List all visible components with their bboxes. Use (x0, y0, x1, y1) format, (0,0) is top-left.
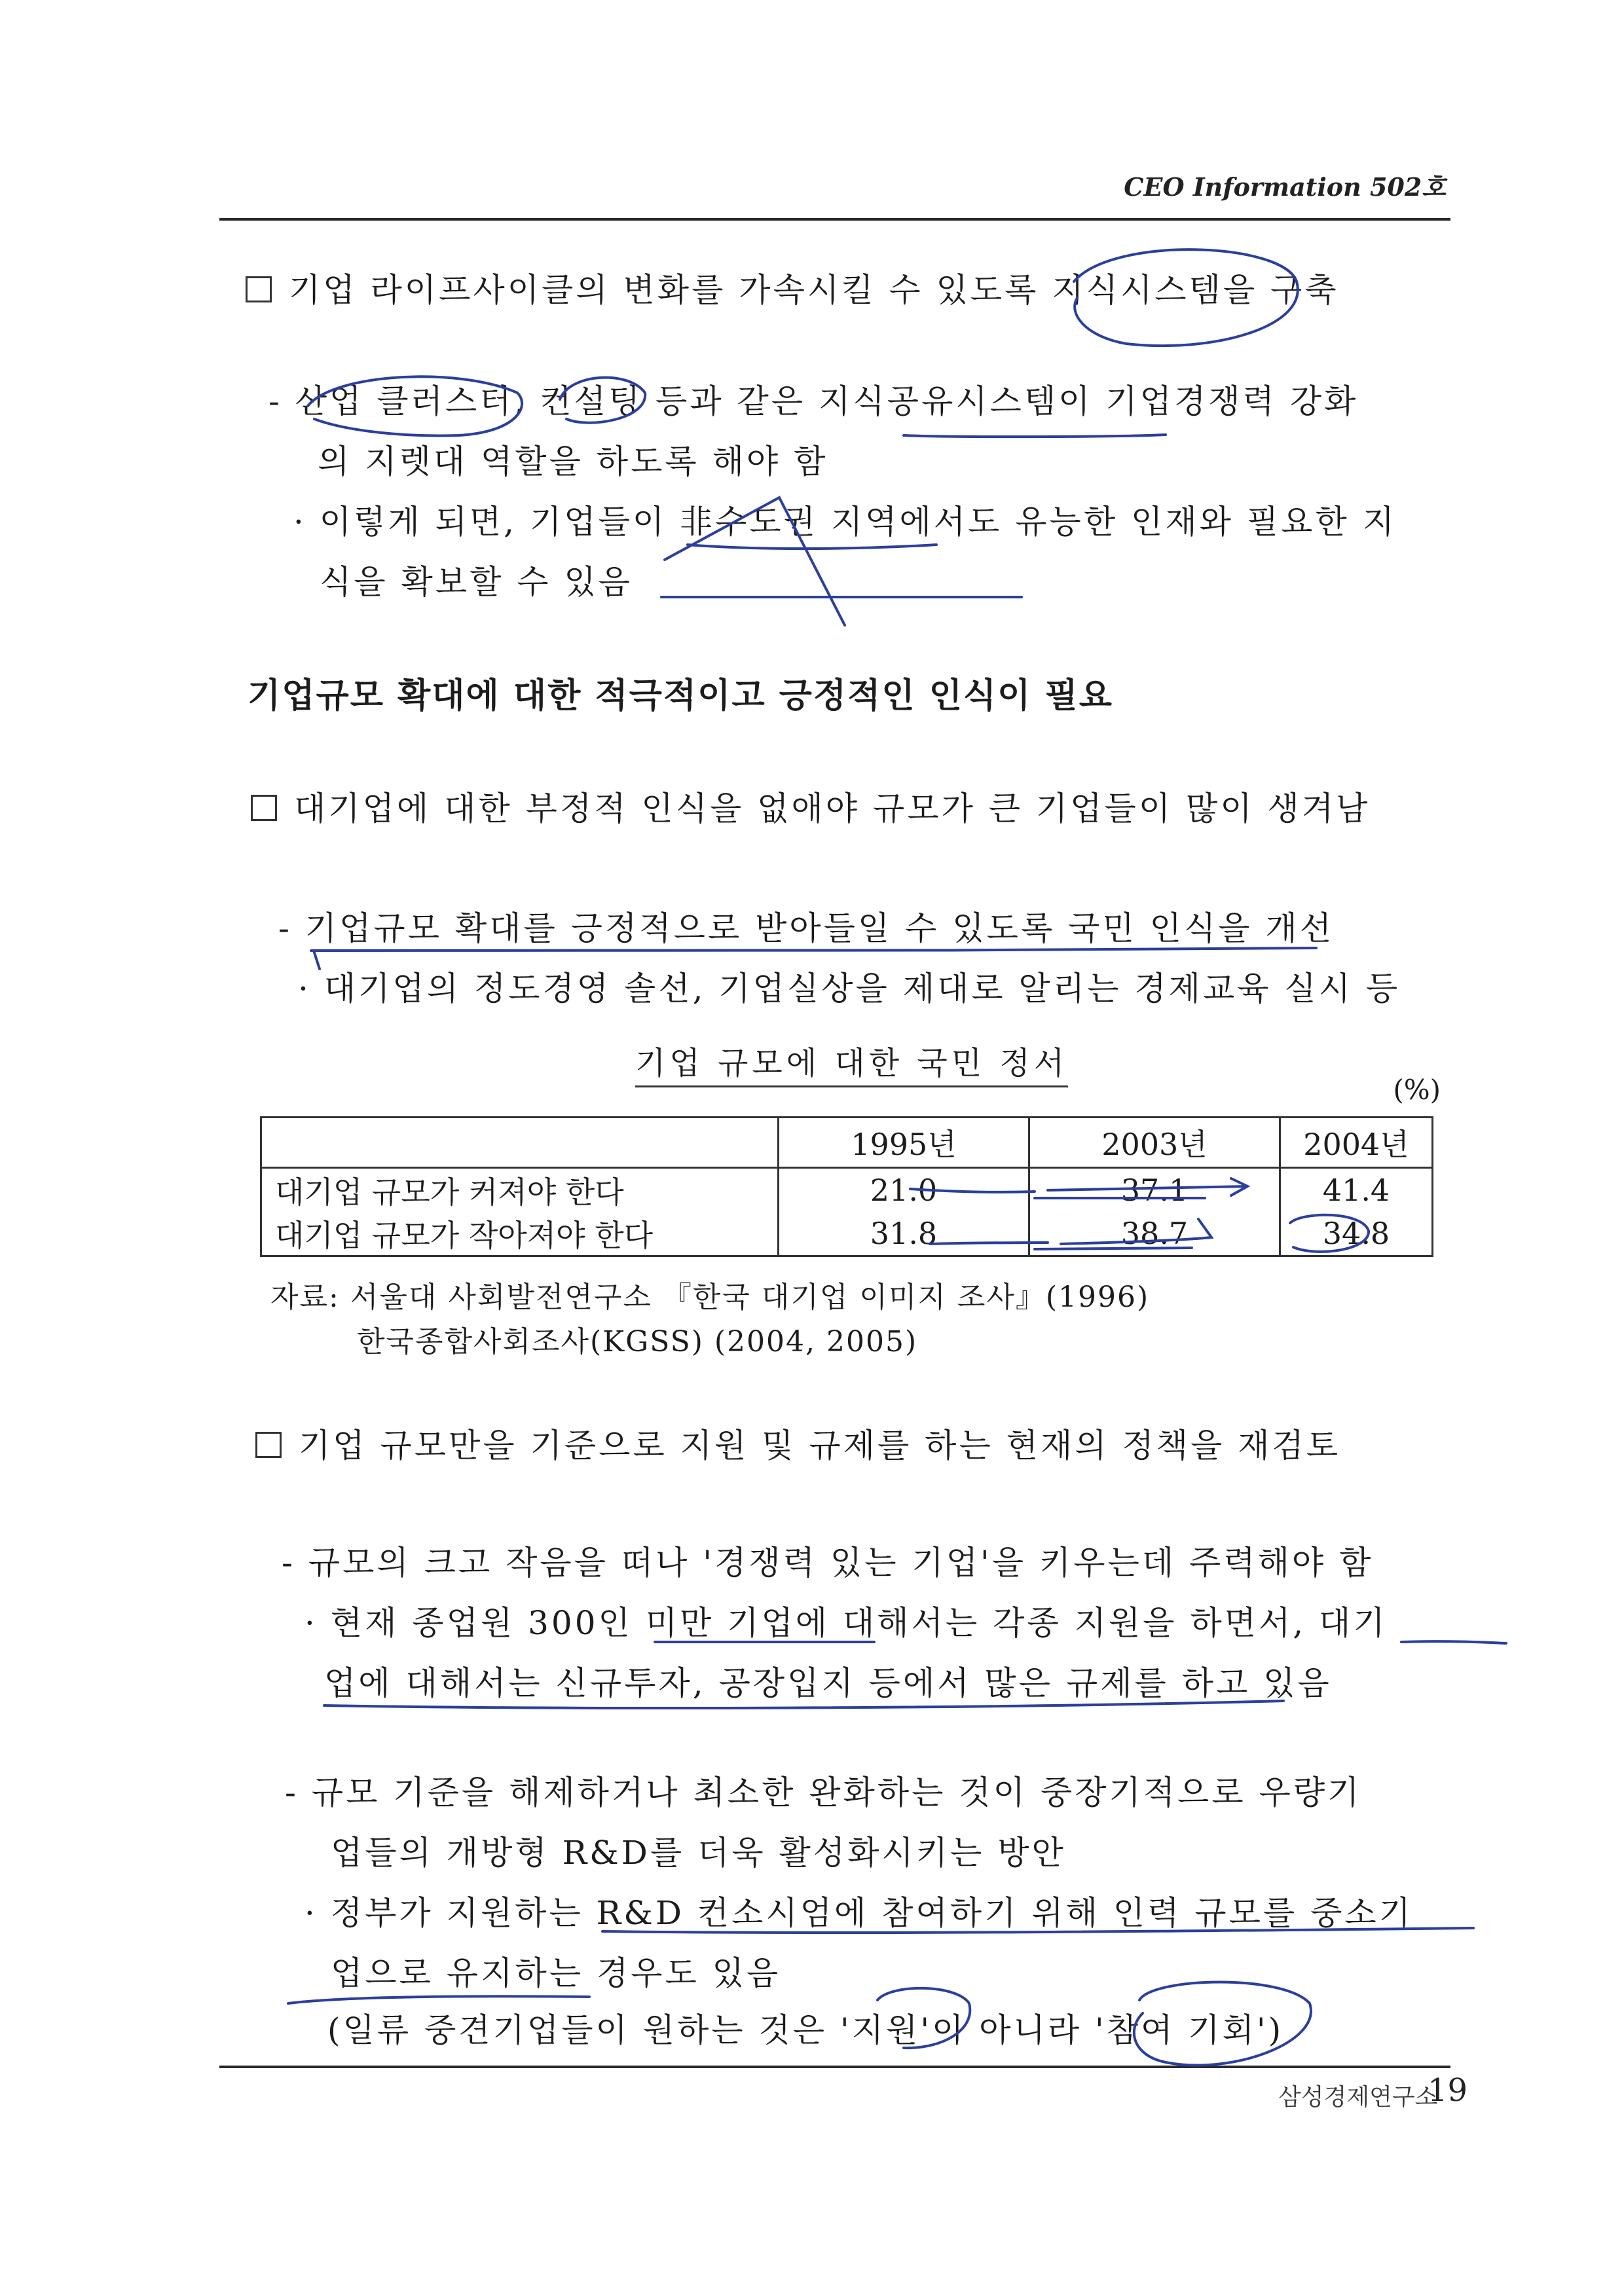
section3-dot1-line2: 업에 대해서는 신규투자, 공장입지 등에서 많은 규제를 하고 있음 (324, 1664, 1332, 1702)
section1-dash-line2: 의 지렛대 역할을 하도록 해야 함 (318, 443, 828, 481)
table-unit: (%) (1393, 1074, 1441, 1106)
table-cell: 41.4 (1280, 1168, 1433, 1212)
section1-dot-line2: 식을 확보할 수 있음 (320, 563, 633, 601)
checkbox-square-icon (251, 795, 277, 821)
section1-dash-line1: - 산업 클러스터, 컨설팅 등과 같은 지식공유시스템이 기업경쟁력 강화 (268, 382, 1359, 420)
sentiment-table (260, 1116, 1433, 1257)
table-header-cell (261, 1118, 779, 1168)
section3-dot2-line1: · 정부가 지원하는 R&D 컨소시엄에 참여하기 위해 인력 규모를 중소기 (304, 1894, 1413, 1932)
section3-dot2-line2: 업으로 유지하는 경우도 있음 (331, 1954, 781, 1992)
section3-dash2-line1: - 규모 기준을 해제하거나 최소한 완화하는 것이 중장기적으로 우량기 (285, 1774, 1362, 1812)
section3-dash2-line2: 업들의 개방형 R&D를 더욱 활성화시키는 방안 (331, 1834, 1066, 1872)
page-number: 19 (1428, 2072, 1468, 2109)
table-cell: 31.8 (779, 1212, 1029, 1256)
table-source-line2: 한국종합사회조사(KGSS) (2004, 2005) (357, 1325, 918, 1358)
section3-dash1: - 규모의 크고 작음을 떠나 '경쟁력 있는 기업'을 키우는데 주력해야 함 (282, 1544, 1374, 1582)
section1-bullet (246, 268, 1339, 312)
table-cell: 21.0 (779, 1168, 1029, 1212)
section3-dot2-line3: (일류 중견기업들이 원하는 것은 '지원'이 아니라 '참여 기회') (327, 2011, 1284, 2049)
section2-bullet-text: 대기업에 대한 부정적 인식을 없애야 규모가 큰 기업들이 많이 생겨남 (294, 790, 1371, 828)
section3-bullet (255, 1424, 1340, 1467)
table-cell: 34.8 (1280, 1212, 1433, 1256)
table-row (261, 1168, 1433, 1212)
section2-dot: · 대기업의 정도경영 솔선, 기업실상을 제대로 알리는 경제교육 실시 등 (298, 970, 1401, 1008)
table-header-cell: 2004년 (1280, 1118, 1433, 1168)
footer-rule (219, 2066, 1450, 2068)
section3-dot1-line1: · 현재 종업원 300인 미만 기업에 대해서는 각종 지원을 하면서, 대기 (304, 1604, 1388, 1642)
section2-bullet (251, 787, 1370, 830)
table-header-cell: 1995년 (779, 1118, 1029, 1168)
table-header-cell: 2003년 (1029, 1118, 1280, 1168)
publication-header: CEO Information 502호 (1124, 172, 1446, 202)
table-title: 기업 규모에 대한 국민 정서 (635, 1038, 1068, 1087)
row-label: 대기업 규모가 커져야 한다 (261, 1168, 779, 1212)
row-label: 대기업 규모가 작아져야 한다 (261, 1212, 779, 1256)
table-cell: 38.7 (1029, 1212, 1280, 1256)
pen-underline-large-firm (1401, 1641, 1506, 1643)
section1-bullet-text: 기업 라이프사이클의 변화를 가속시킬 수 있도록 지식시스템을 구축 (289, 271, 1339, 309)
table-source-line1: 자료: 서울대 사회발전연구소 『한국 대기업 이미지 조사』(1996) (270, 1281, 1150, 1314)
section2-dash: - 기업규모 확대를 긍정적으로 받아들일 수 있도록 국민 인식을 개선 (278, 909, 1335, 947)
footer-organization: 삼성경제연구소 (1278, 2084, 1438, 2111)
table-row (261, 1212, 1433, 1256)
checkbox-square-icon (255, 1432, 282, 1458)
checkbox-square-icon (246, 276, 272, 302)
table-cell: 37.1 (1029, 1168, 1280, 1212)
section2-heading: 기업규모 확대에 대한 적극적이고 긍정적인 인식이 필요 (248, 676, 1113, 716)
table-header-row (261, 1118, 1433, 1168)
pen-underline-region (688, 545, 936, 549)
pen-underline-knowledge-share (904, 435, 1166, 437)
section3-bullet-text: 기업 규모만을 기준으로 지원 및 규제를 하는 현재의 정책을 재검토 (299, 1427, 1341, 1465)
pen-swoosh-line3 (288, 1996, 589, 2003)
section1-dot-line1: · 이렇게 되면, 기업들이 非수도권 지역에서도 유능한 인재와 필요한 지 (293, 503, 1397, 541)
header-rule (219, 218, 1450, 221)
